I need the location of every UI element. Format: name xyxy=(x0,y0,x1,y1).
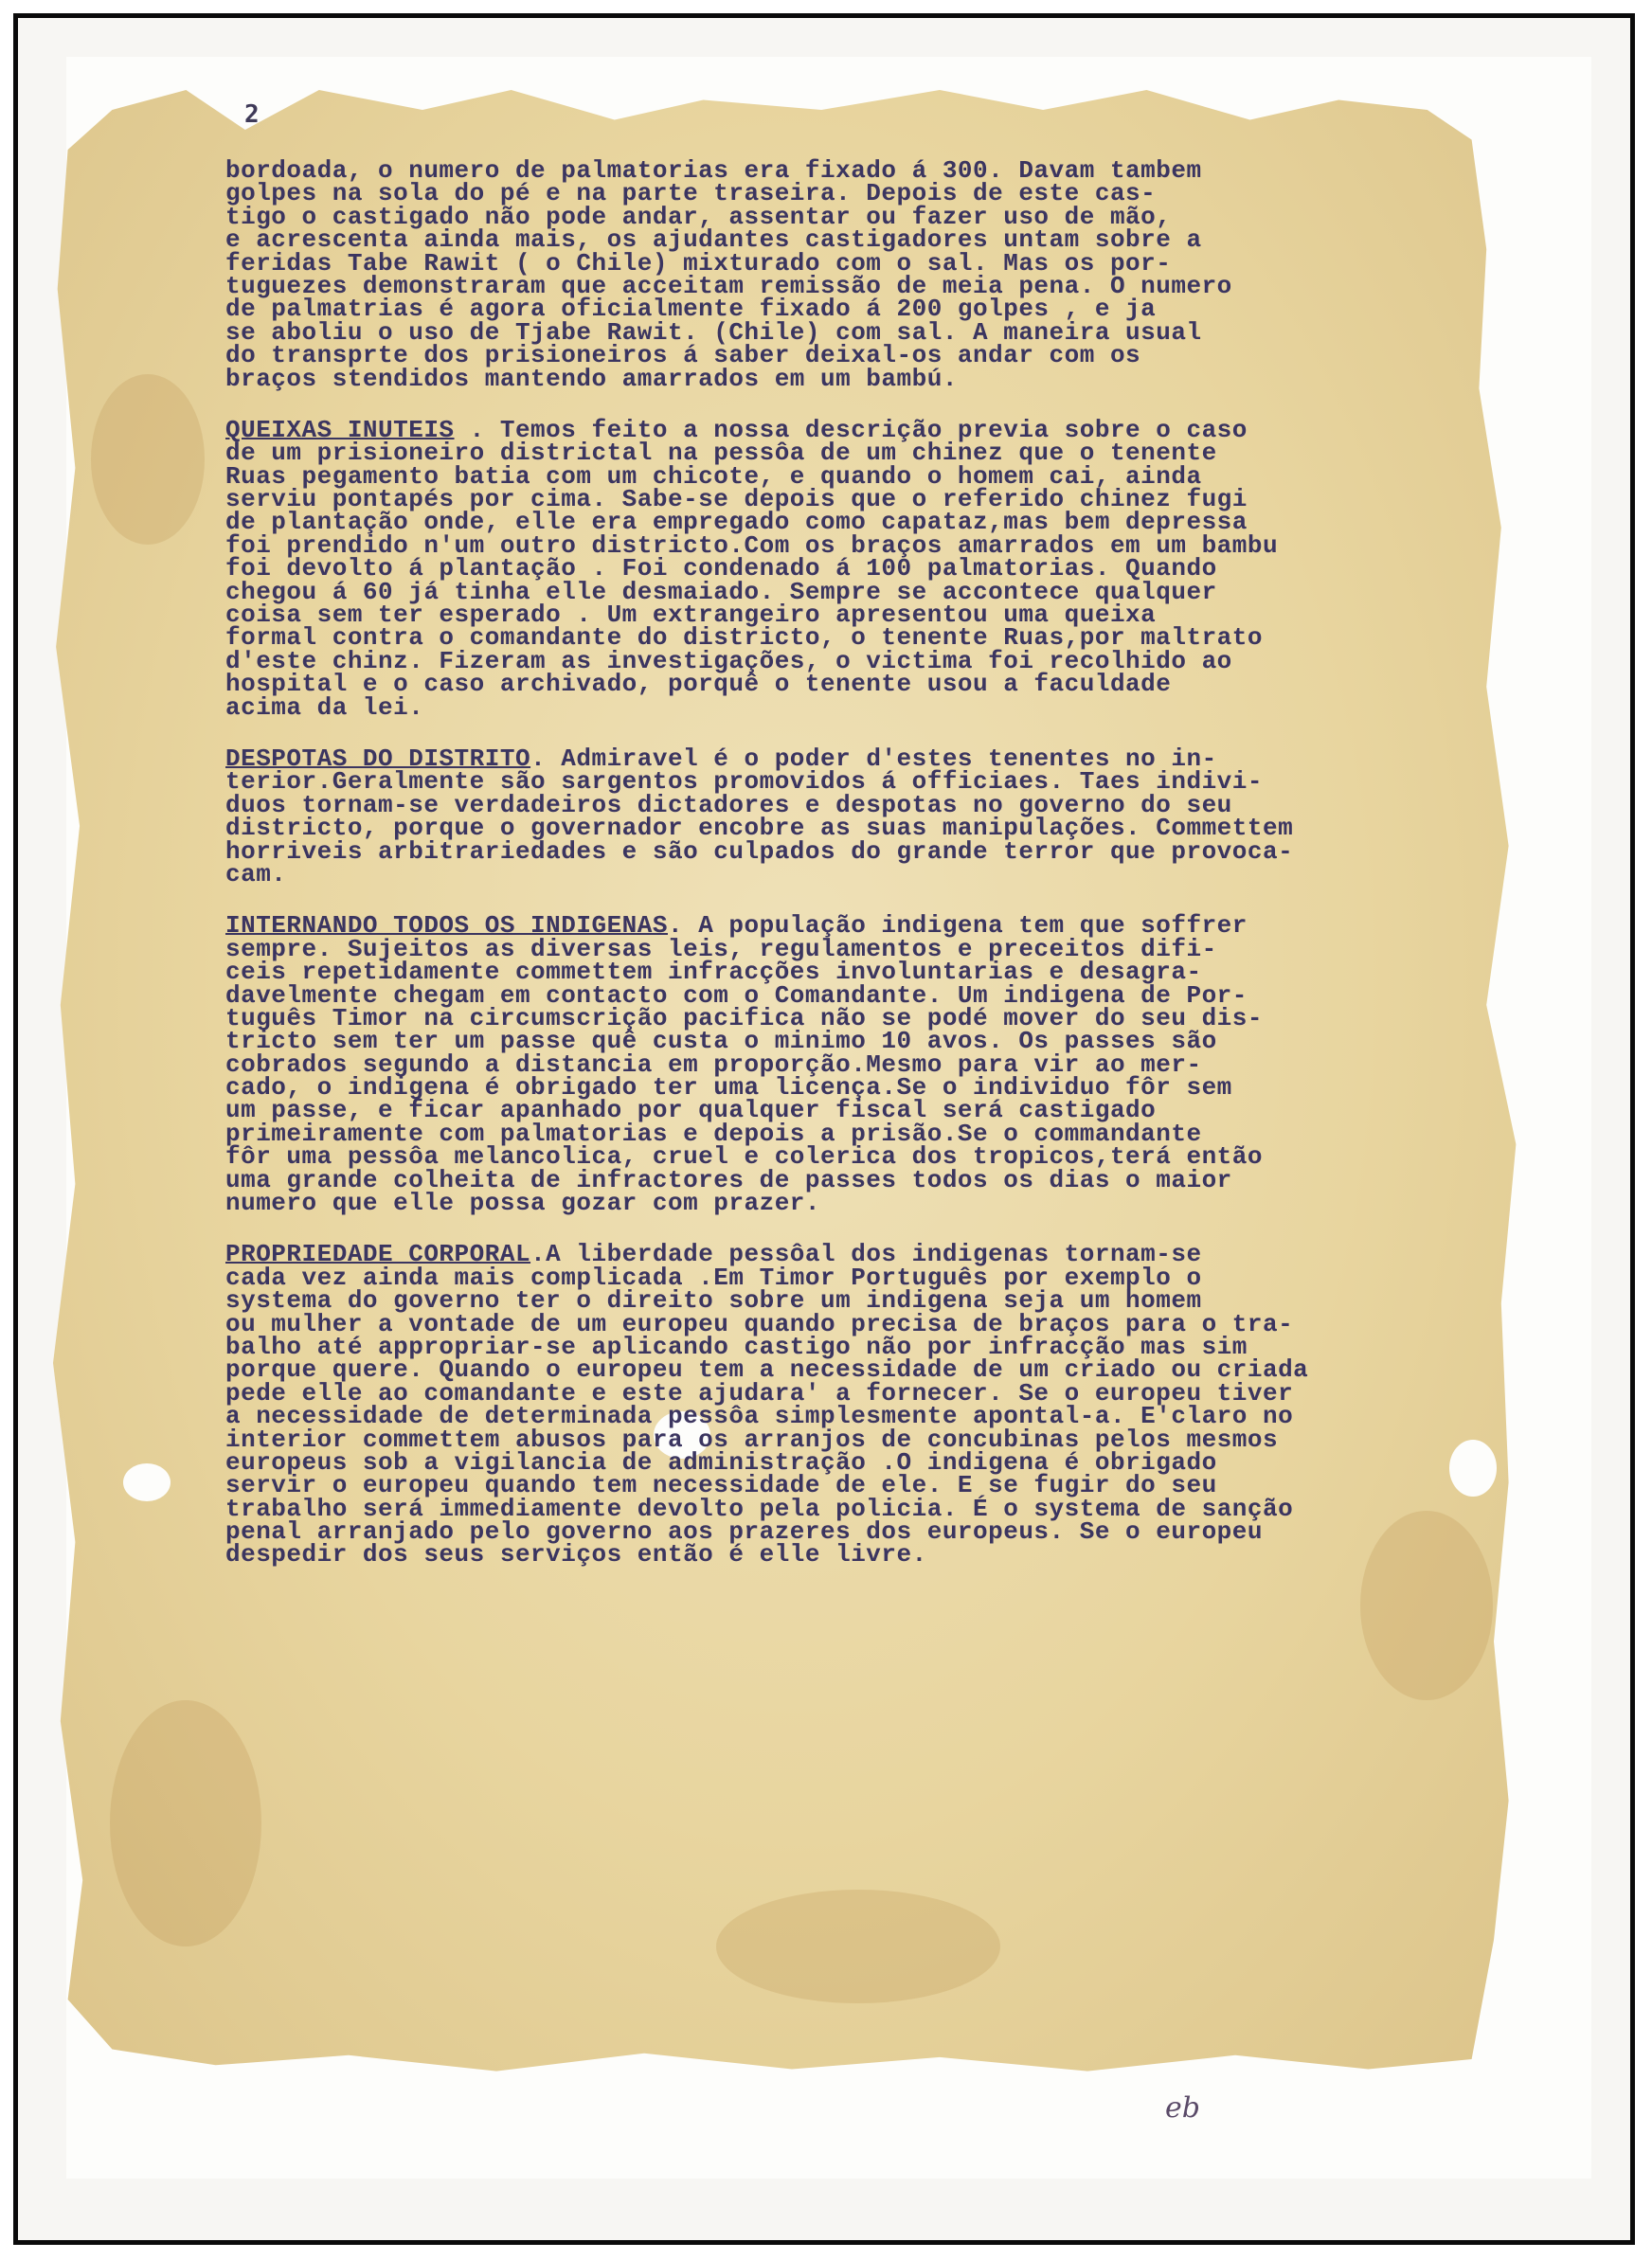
line-text: tuguês Timor na circumscrição pacifica não se podé mover do seu dis- xyxy=(225,1003,1263,1032)
line-text: districto, porque o governador encobre as suas manipulações. Commettem xyxy=(225,814,1294,843)
line-text: golpes na sola do pé e na parte traseira. Depois de este cas- xyxy=(225,179,1157,208)
line-text: foi prendido n'um outro districto.Com os braços amarrados em um bambu xyxy=(225,530,1279,560)
line-text: cam. xyxy=(225,859,287,888)
line-text: balho até appropriar-se aplicando castigo não por infracção mas sim xyxy=(225,1332,1248,1361)
line-text: foi devolto á plantação . Foi condenado á 100 palmatorias. Quando xyxy=(225,554,1217,583)
line-text: tuguezes demonstraram que acceitam remissão de meia pena. O numero xyxy=(225,271,1232,300)
line-text: a necessidade de determinada pessôa simplesmente apontal-a. E'claro no xyxy=(225,1402,1294,1431)
paragraph xyxy=(225,911,1514,1218)
paper-stain xyxy=(91,374,205,545)
line-text: feridas Tabe Rawit ( o Chile) mixturado com o sal. Mas os por- xyxy=(225,248,1172,278)
paper-stain xyxy=(110,1700,261,1946)
line-text: ceis repetidamente commettem infracções involuntarias e desagra- xyxy=(225,958,1202,987)
line-text: formal contra o comandante do districto, o tenente Ruas,por maltrato xyxy=(225,623,1263,653)
typewritten-text xyxy=(225,156,1514,1595)
line-text: Ruas pegamento batia com um chicote, e quando o homem cai, ainda xyxy=(225,461,1202,491)
page-number: 2 xyxy=(244,100,260,129)
paragraph xyxy=(225,415,1514,722)
line-text: tricto sem ter um passe quê custa o minimo 10 avos. Os passes são xyxy=(225,1027,1217,1056)
line-text: davelmente chegam em contacto com o Comandante. Um indigena de Por- xyxy=(225,980,1248,1010)
paper-hole xyxy=(123,1463,171,1501)
line-text: fôr uma pessôa melancolica, cruel e colerica dos tropicos,terá então xyxy=(225,1142,1263,1172)
text-line xyxy=(225,859,1514,888)
section-heading: DESPOTAS DO DISTRITO xyxy=(225,744,531,773)
line-text: . A população indigena tem que soffrer xyxy=(667,911,1248,941)
text-line xyxy=(225,692,1514,722)
line-text: cado, o indigena é obrigado ter uma licença.Se o individuo fôr sem xyxy=(225,1073,1232,1103)
line-text: . Admiravel é o poder d'estes tenentes no in- xyxy=(530,744,1217,773)
line-text: hospital e o caso archivado, porquê o tenente usou a faculdade xyxy=(225,670,1172,699)
line-text: porque quere. Quando o europeu tem a necessidade de um criado ou criada xyxy=(225,1355,1309,1385)
line-text: sempre. Sujeitos as diversas leis, regulamentos e preceitos difi- xyxy=(225,934,1217,963)
line-text: cada vez ainda mais complicada .Em Timor Português por exemplo o xyxy=(225,1263,1202,1292)
line-text: coisa sem ter esperado . Um extrangeiro apresentou uma queixa xyxy=(225,601,1157,630)
line-text: pede elle ao comandante e este ajudara' a fornecer. Se o europeu tiver xyxy=(225,1378,1294,1408)
line-text: . Temos feito a nossa descrição previa sobre o caso xyxy=(454,415,1248,444)
line-text: .A liberdade pessôal dos indigenas tornam-se xyxy=(530,1240,1202,1269)
line-text: chegou á 60 já tinha elle desmaiado. Sempre se accontece qualquer xyxy=(225,577,1217,606)
paper-stain xyxy=(716,1890,1000,2003)
line-text: de um prisioneiro districtal na pessôa de um chinez que o tenente xyxy=(225,439,1217,468)
paper-hole xyxy=(1535,1516,1572,1582)
line-text: horriveis arbitrariedades e são culpados do grande terror que provoca- xyxy=(225,836,1294,866)
text-line xyxy=(225,836,1514,866)
paragraph xyxy=(225,744,1514,888)
line-text: primeiramente com palmatorias e depois a prisão.Se o commandante xyxy=(225,1119,1202,1148)
line-text: tigo o castigado não pode andar, assentar ou fazer uso de mão, xyxy=(225,202,1172,231)
line-text: ou mulher a vontade de um europeu quando precisa de braços para o tra- xyxy=(225,1309,1294,1338)
section-heading: INTERNANDO TODOS OS INDIGENAS xyxy=(225,911,668,941)
section-heading: PROPRIEDADE CORPORAL xyxy=(225,1240,531,1269)
paragraph xyxy=(225,156,1514,393)
line-text: penal arranjado pelo governo aos prazeres dos europeus. Se o europeu xyxy=(225,1517,1263,1547)
line-text: uma grande colheita de infractores de passes todos os dias o maior xyxy=(225,1165,1232,1194)
line-text: do transprte dos prisioneiros á saber deixal-os andar com os xyxy=(225,341,1141,370)
line-text: cobrados segundo a distancia em proporção.Mesmo para vir ao mer- xyxy=(225,1049,1202,1079)
line-text: d'este chinz. Fizeram as investigações, o victima foi recolhido ao xyxy=(225,646,1232,675)
line-text: bordoada, o numero de palmatorias era fixado á 300. Davam tambem xyxy=(225,156,1202,185)
signature-initials: eb xyxy=(1165,2091,1200,2125)
line-text: europeus sob a vigilancia de administração .O indigena é obrigado xyxy=(225,1447,1217,1477)
line-text: de palmatrias é agora oficialmente fixado á 200 golpes , e ja xyxy=(225,295,1157,324)
text-line xyxy=(225,1540,1514,1569)
line-text: um passe, e ficar apanhado por qualquer fiscal será castigado xyxy=(225,1096,1157,1125)
text-line xyxy=(225,1189,1514,1218)
line-text: de plantação onde, elle era empregado como capataz,mas bem depressa xyxy=(225,508,1248,537)
line-text: interior commettem abusos para os arranjos de concubinas pelos mesmos xyxy=(225,1425,1279,1454)
section-heading: QUEIXAS INUTEIS xyxy=(225,415,455,444)
line-text: braços stendidos mantendo amarrados em um bambú. xyxy=(225,364,958,393)
text-line xyxy=(225,364,1514,393)
line-text: terior.Geralmente são sargentos promovidos á officiaes. Taes indivi- xyxy=(225,767,1263,797)
line-text: numero que elle possa gozar com prazer. xyxy=(225,1189,820,1218)
line-text: systema do governo ter o direito sobre um indigena seja um homem xyxy=(225,1286,1202,1316)
line-text: servir o europeu quando tem necessidade de ele. E se fugir do seu xyxy=(225,1471,1217,1500)
paragraph xyxy=(225,1240,1514,1569)
line-text: serviu pontapés por cima. Sabe-se depois que o referido chinez fugi xyxy=(225,485,1248,514)
line-text: duos tornam-se verdadeiros dictadores e despotas no governo do seu xyxy=(225,790,1232,819)
line-text: despedir dos seus serviços então é elle livre. xyxy=(225,1540,927,1569)
line-text: trabalho será immediamente devolto pela policia. É o systema de sanção xyxy=(225,1494,1294,1523)
line-text: acima da lei. xyxy=(225,692,424,722)
line-text: e acrescenta ainda mais, os ajudantes castigadores untam sobre a xyxy=(225,225,1202,255)
line-text: se aboliu o uso de Tjabe Rawit. (Chile) com sal. A maneira usual xyxy=(225,317,1202,347)
